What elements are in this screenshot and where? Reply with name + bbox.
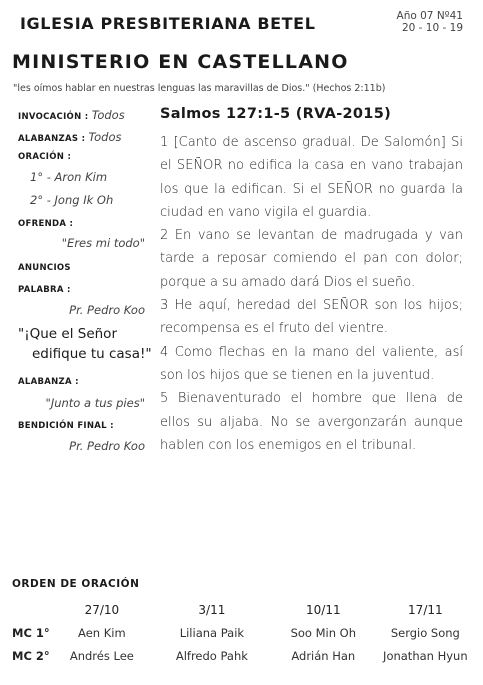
prayer-order-title: ORDEN DE ORACIÓN [12, 578, 140, 590]
psalm-body [160, 131, 463, 457]
psalm-verse-3: 3 He aquí, heredad del SEÑOR son los hijos; recompensa es el fruto del vientre. [160, 298, 463, 337]
alabanzas-value: Todos [88, 130, 122, 144]
alabanza-value: "Junto a tus pies" [45, 396, 145, 410]
prayer-name: Alfredo Pahk [175, 648, 248, 663]
alabanzas-row [18, 126, 122, 145]
prayer-order-table [12, 598, 483, 667]
ofrenda-value: "Eres mi todo" [61, 236, 145, 250]
alabanzas-label: ALABANZAS : [18, 134, 89, 144]
theme-verse: "les oímos hablar en nuestras lenguas las maravillas de Dios." (Hechos 2:11b) [13, 83, 386, 94]
prayer-date: 10/11 [306, 602, 341, 617]
prayer-row-mc2 [12, 644, 483, 667]
issue-date: 20 - 10 - 19 [401, 22, 463, 34]
psalm-verse-4: 4 Como flechas en la mano del valiente, así son los hijos que se tienen en la juventud. [160, 344, 463, 383]
psalm-title: Salmos 127:1-5 (RVA-2015) [160, 106, 392, 122]
prayer-date: 3/11 [198, 602, 226, 617]
prayer-name: Sergio Song [390, 625, 460, 640]
bendicion-value: Pr. Pedro Koo [69, 439, 145, 453]
alabanza-label: ALABANZA : [18, 377, 79, 387]
prayer-name: Andrés Lee [69, 648, 134, 663]
invocacion-label: INVOCACIÓN : [18, 112, 92, 122]
prayer-name: Liliana Paik [179, 625, 245, 640]
prayer-row-label: MC 2° [12, 648, 50, 663]
invocacion-row [18, 104, 125, 123]
prayer-row-label: MC 1° [12, 625, 50, 640]
oracion-label: ORACIÓN : [18, 152, 72, 162]
prayer-name: Jonathan Hyun [383, 648, 468, 663]
prayer-name: Adrián Han [291, 648, 356, 663]
oracion-second: 2° - Jong Ik Oh [30, 193, 114, 207]
invocacion-value: Todos [91, 108, 125, 122]
prayer-date: 27/10 [84, 602, 120, 617]
palabra-value: Pr. Pedro Koo [69, 303, 145, 317]
anuncios-label: ANUNCIOS [18, 263, 71, 273]
prayer-dates-row [12, 598, 483, 621]
oracion-first: 1° - Aron Kim [30, 170, 108, 184]
issue-info [397, 10, 463, 34]
prayer-name: Soo Min Oh [290, 625, 357, 640]
ministry-title: MINISTERIO EN CASTELLANO [12, 51, 349, 73]
bendicion-label: BENDICIÓN FINAL : [18, 421, 114, 431]
psalm-verse-1: 1 [Canto de ascenso gradual. De Salomón] Si el SEÑOR no edifica la casa en vano trabajan los que la edifican. Si el SEÑOR no guarda la ciudad en vano vigila el guardia. [160, 135, 463, 220]
ofrenda-label: OFRENDA : [18, 219, 74, 229]
issue-number: Año 07 Nº41 [396, 10, 463, 22]
sermon-title-line-1: "¡Que el Señor [18, 326, 117, 342]
prayer-date: 17/11 [408, 602, 443, 617]
prayer-name: Aen Kim [78, 625, 126, 640]
church-name: IGLESIA PRESBITERIANA BETEL [20, 14, 316, 33]
palabra-label: PALABRA : [18, 285, 71, 295]
prayer-row-mc1 [12, 621, 483, 644]
psalm-verse-2: 2 En vano se levantan de madrugada y van tarde a reposar comiendo el pan con dolor; porque a su amado dará Dios el sueño. [160, 228, 463, 290]
sermon-title [18, 324, 168, 364]
psalm-verse-5: 5 Bienaventurado el hombre que llena de ellos su aljaba. No se avergonzarán aunque hablen con los enemigos en el tribunal. [160, 391, 463, 453]
sermon-title-line-2: edifique tu casa!" [32, 346, 152, 362]
